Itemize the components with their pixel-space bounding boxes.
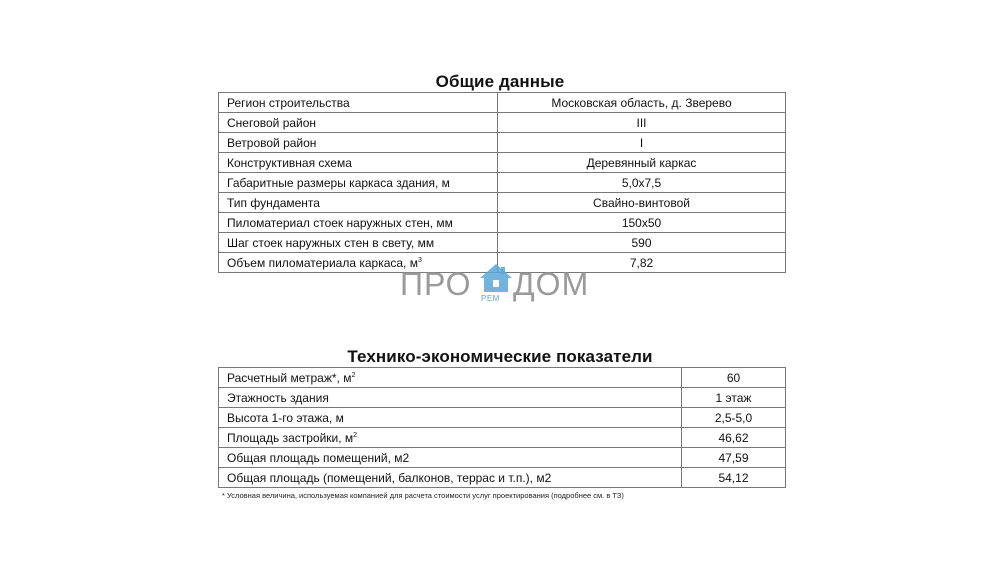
- row-value: 47,59: [682, 448, 786, 468]
- row-value: I: [498, 133, 786, 153]
- row-label: Регион строительства: [219, 93, 498, 113]
- row-label: Тип фундамента: [219, 193, 498, 213]
- house-icon: [478, 262, 514, 294]
- row-label: Общая площадь помещений, м2: [219, 448, 682, 468]
- row-value: 1 этаж: [682, 388, 786, 408]
- unit-superscript: 2: [351, 371, 356, 379]
- row-label: Этажность здания: [219, 388, 682, 408]
- row-value: 46,62: [682, 428, 786, 448]
- unit-superscript: 3: [417, 256, 422, 264]
- row-value: III: [498, 113, 786, 133]
- tech-economic-table: [218, 367, 786, 488]
- row-label-text: Объем пиломатериала каркаса, м: [227, 255, 418, 270]
- footnote: * Условная величина, используемая компанией для расчета стоимости услуг проектирования (подробнее см. в ТЗ): [222, 491, 624, 500]
- row-label: Снеговой район: [219, 113, 498, 133]
- row-label: Шаг стоек наружных стен в свету, мм: [219, 233, 498, 253]
- row-label: Высота 1-го этажа, м: [219, 408, 682, 428]
- row-value: Московская область, д. Зверево: [498, 93, 786, 113]
- general-data-title: Общие данные: [435, 72, 565, 91]
- row-value: 60: [682, 368, 786, 388]
- row-label: Конструктивная схема: [219, 153, 498, 173]
- row-value: 150х50: [498, 213, 786, 233]
- table-row: [219, 428, 786, 448]
- pro-dom-watermark-logo: [400, 262, 600, 307]
- tech-economic-title: Технико-экономические показатели: [347, 347, 653, 366]
- table-row: [219, 408, 786, 428]
- watermark-left-text: ПРО: [400, 266, 472, 302]
- row-label-text: Площадь застройки, м: [227, 430, 354, 445]
- row-label: Общая площадь (помещений, балконов, террас и т.п.), м2: [219, 468, 682, 488]
- table-row: [219, 368, 786, 388]
- table-row: [219, 133, 786, 153]
- row-value: 2,5-5,0: [682, 408, 786, 428]
- table-row: [219, 388, 786, 408]
- table-row: [219, 213, 786, 233]
- row-label: Габаритные размеры каркаса здания, м: [219, 173, 498, 193]
- watermark-small-text: РЕМ: [481, 294, 500, 303]
- row-value: Деревянный каркас: [498, 153, 786, 173]
- table-row: [219, 233, 786, 253]
- watermark-right-text: ДОМ: [513, 266, 590, 302]
- row-value: Свайно-винтовой: [498, 193, 786, 213]
- row-value: 590: [498, 233, 786, 253]
- row-label: [219, 428, 682, 448]
- row-value: 54,12: [682, 468, 786, 488]
- table-row: [219, 468, 786, 488]
- row-label-text: Расчетный метраж*, м: [227, 370, 352, 385]
- row-value: 7,82: [498, 253, 786, 273]
- table-row: [219, 93, 786, 113]
- row-label: [219, 368, 682, 388]
- row-label: Ветровой район: [219, 133, 498, 153]
- row-value: 5,0х7,5: [498, 173, 786, 193]
- row-label: Пиломатериал стоек наружных стен, мм: [219, 213, 498, 233]
- table-row: [219, 113, 786, 133]
- table-row: [219, 448, 786, 468]
- unit-superscript: 2: [353, 431, 358, 439]
- table-row: [219, 173, 786, 193]
- table-row: [219, 153, 786, 173]
- table-row: [219, 193, 786, 213]
- general-data-table: [218, 92, 786, 273]
